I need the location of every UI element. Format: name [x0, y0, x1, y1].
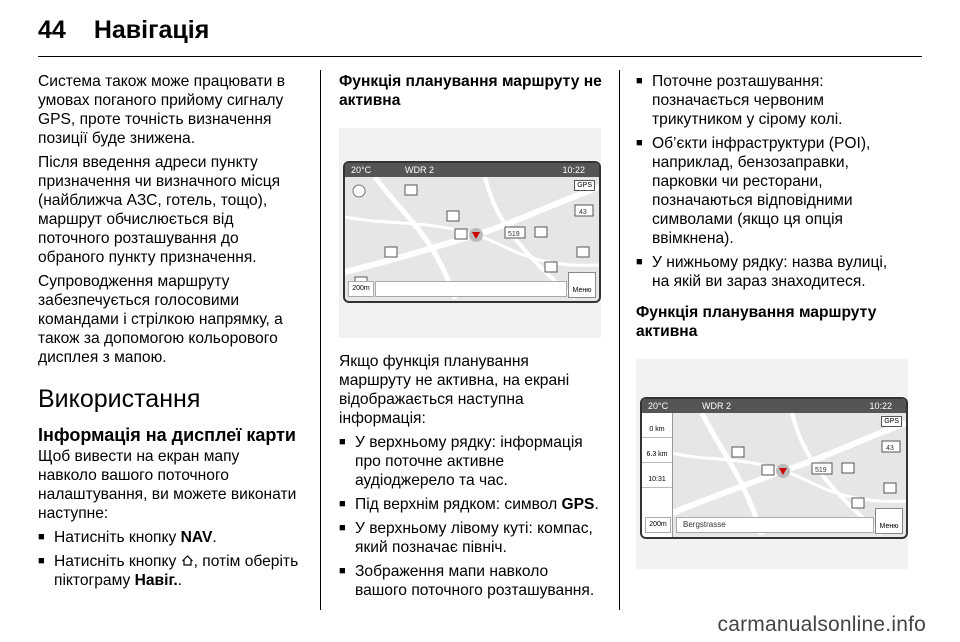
temperature: 20°C [351, 165, 372, 175]
navig-icon-label: Навіг. [134, 572, 178, 589]
figure-heading-active: Функція планування маршруту активна [636, 304, 877, 340]
paragraph-intro: Щоб вивести на екран мапу навколо вашого поточного налаштування, ви можете виконати наступне: [38, 448, 297, 522]
audio-source: WDR 2 [702, 401, 731, 411]
column-3 [636, 72, 908, 583]
remaining-distance: 6.3 km [642, 438, 672, 463]
audio-source: WDR 2 [405, 165, 434, 175]
list-item: ■ У верхньому лівому куті: компас, який позначає північ. [339, 520, 593, 556]
road-number: 519 [815, 467, 827, 474]
list-item: ■ Натисніть кнопку , потім оберіть піктограму Навіг.. [38, 553, 299, 589]
map-scale: 200m [645, 517, 671, 533]
map-figure-active [636, 359, 908, 569]
menu-button[interactable]: Меню [875, 508, 903, 534]
paragraph-inactive-info: Якщо функція планування маршруту не активна, на екрані відображається наступна інформація: [339, 353, 570, 427]
street-name-bar: Bergstrasse [676, 517, 874, 533]
road-number-2: 43 [886, 445, 894, 452]
watermark: carmanualsonline.info [717, 613, 926, 636]
list-item: ■ Натисніть кнопку NAV. [38, 529, 217, 546]
figure-heading-inactive: Функція планування маршруту не активна [339, 73, 602, 109]
paragraph-destination: Після введення адреси пункту призначення чи визначного місця (найближча АЗС, готель, тощо), маршрут обчислюється від поточного розташування до обраного пункту призначення. [38, 154, 281, 266]
paragraph-gps-signal: Система також може працювати в умовах поганого прийому сигналу GPS, проте точність визначення позиції буде знижена. [38, 73, 286, 147]
road-number-2: 43 [579, 209, 587, 216]
bullet-square-icon: ■ [339, 436, 346, 448]
display-top-bar [642, 399, 906, 413]
column-2 [339, 72, 603, 605]
bullet-square-icon: ■ [636, 137, 643, 149]
display-screen [343, 161, 601, 303]
bullet-square-icon: ■ [636, 256, 643, 268]
list-item: ■ У нижньому рядку: назва вулиці, на якій ви зараз знаходитеся. [636, 254, 888, 290]
map-figure-inactive [339, 128, 601, 338]
bullet-square-icon: ■ [38, 531, 45, 543]
page-number: 44 [38, 16, 66, 44]
home-button-icon [181, 554, 194, 567]
bullet-square-icon: ■ [636, 75, 643, 87]
bullet-square-icon: ■ [339, 565, 346, 577]
column-1 [38, 72, 300, 595]
temperature: 20°C [648, 401, 669, 411]
page-title: Навігація [93, 16, 210, 44]
compass-icon [353, 185, 365, 197]
header-rule [38, 56, 922, 57]
list-item: ■ Поточне розташування: позначається червоним трикутником у сірому колі. [636, 73, 843, 128]
map-scale: 200m [348, 281, 374, 297]
street-name-bar [375, 281, 567, 297]
road-number: 519 [508, 231, 520, 238]
display-top-bar [345, 163, 599, 177]
column-divider-1 [320, 70, 321, 610]
list-item: ■ Зображення мапи навколо вашого поточного розташування. [339, 563, 595, 599]
list-item: ■ У верхньому рядку: інформація про поточне активне аудіоджерело та час. [339, 434, 583, 489]
page-header [38, 16, 209, 48]
paragraph-guidance: Супроводження маршруту забезпечується голосовими командами і стрілкою напрямку, а також за допомогою кольорового дисплея з мапою. [38, 273, 283, 366]
subsection-title: Інформація на дисплеї карти [38, 425, 296, 445]
bullet-square-icon: ■ [38, 555, 45, 567]
gps-indicator: GPS [881, 416, 902, 427]
column-divider-2 [619, 70, 620, 610]
arrival-time: 10:31 [642, 463, 672, 488]
menu-button[interactable]: Меню [568, 272, 596, 298]
bullet-square-icon: ■ [339, 522, 346, 534]
gps-indicator: GPS [574, 180, 595, 191]
gps-label: GPS [561, 496, 595, 513]
clock: 10:22 [869, 401, 892, 411]
bullet-square-icon: ■ [339, 498, 346, 510]
turn-distance: 0 km [642, 413, 672, 438]
nav-key-label: NAV [180, 529, 213, 546]
list-item: ■ Об’єкти інфраструктури (POI), наприклад, бензозаправки, парковки чи ресторани, позначаються відповідними символами (якщо ця опція ввімкнена). [636, 135, 871, 247]
display-screen [640, 397, 908, 539]
section-title: Використання [38, 385, 201, 413]
clock: 10:22 [562, 165, 585, 175]
list-item: ■ Під верхнім рядком: символ GPS. [339, 496, 599, 513]
